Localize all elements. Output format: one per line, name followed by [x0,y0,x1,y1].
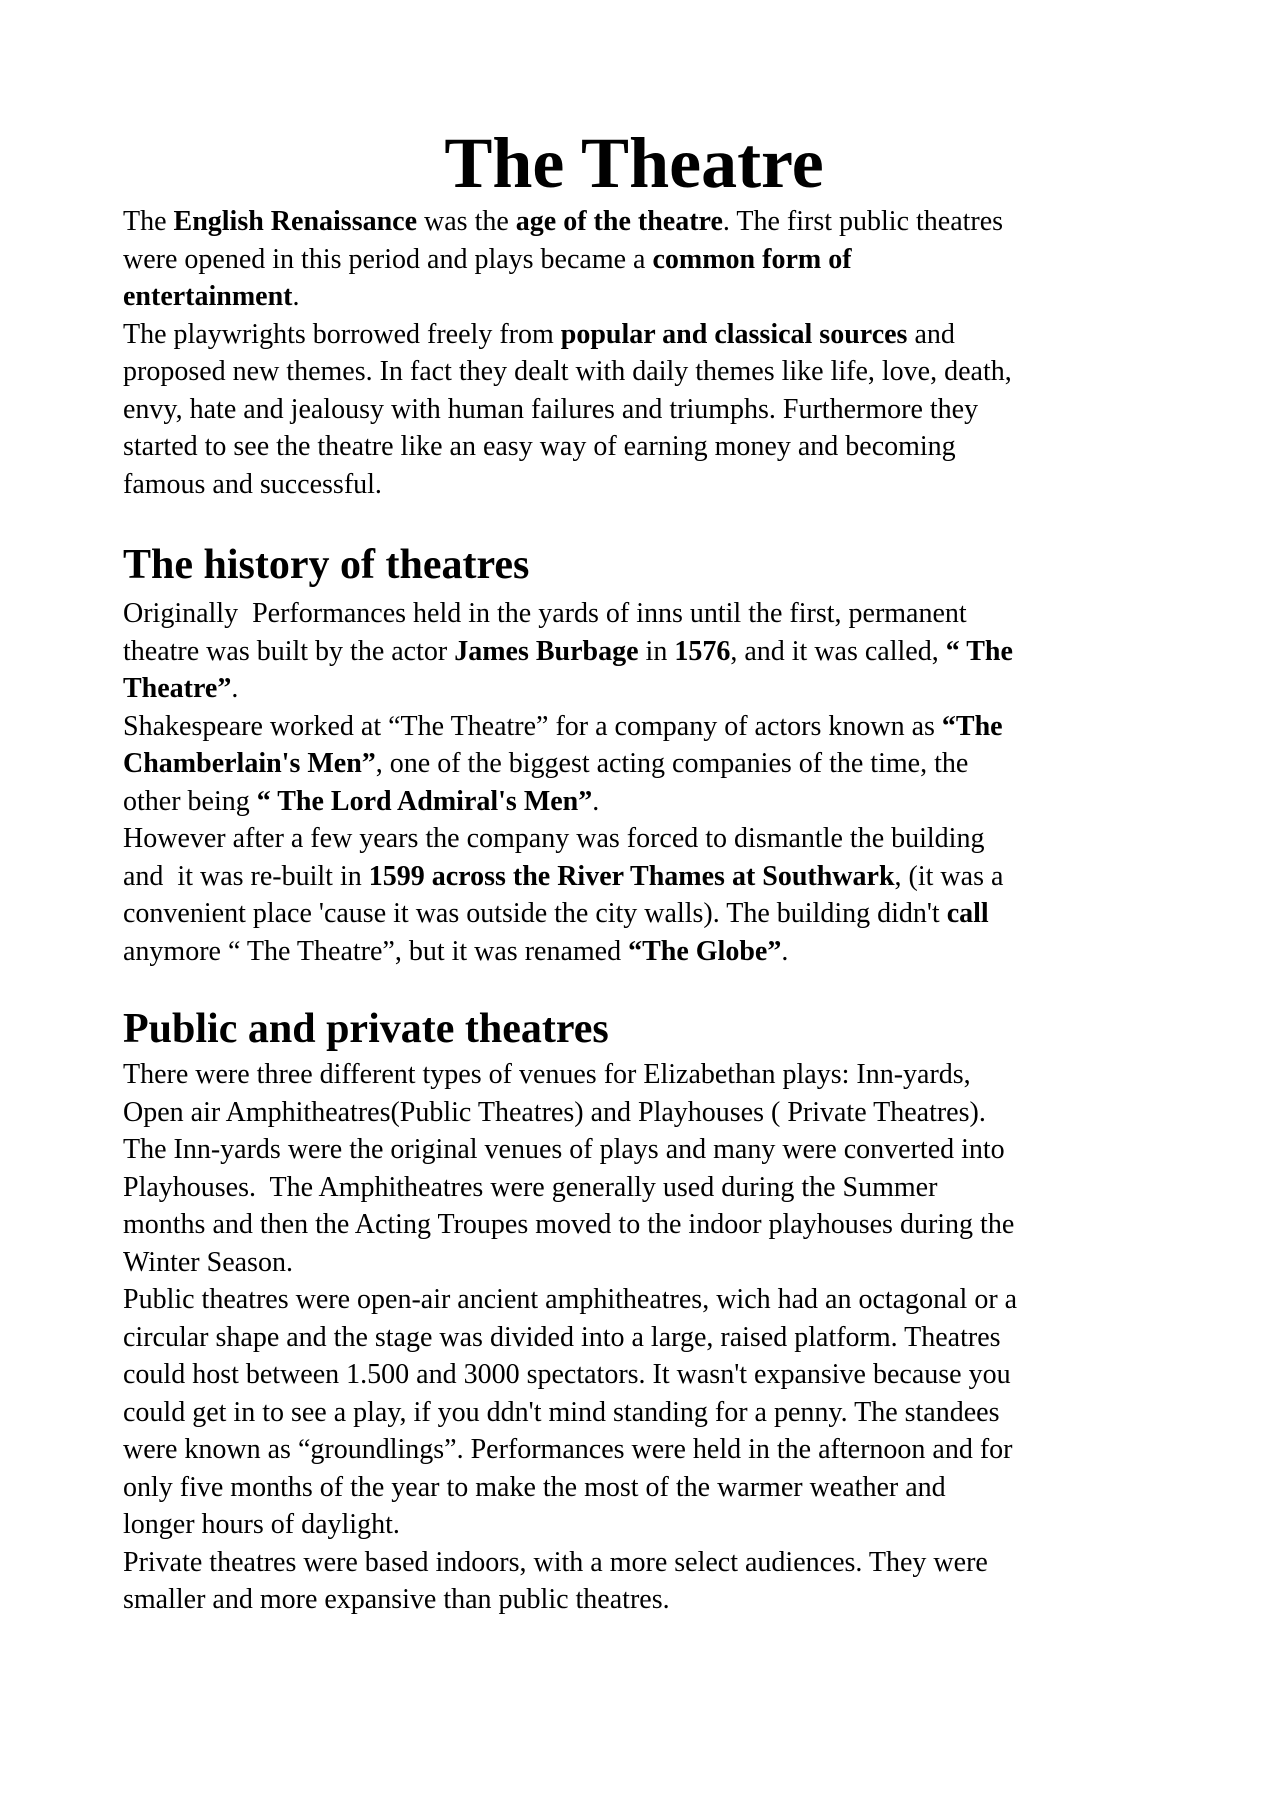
text: Winter Season. [123,1246,293,1278]
text: Originally Performances held in the yards of inns until the first, permanent [123,598,967,629]
text: months and then the Acting Troupes moved to the indoor playhouses during the [123,1209,1015,1240]
bold-text: “The Globe” [628,935,782,967]
text-line [123,353,1012,391]
text: could get in to see a play, if you ddn't mind standing for a penny. The standees [123,1396,1000,1428]
text-line [123,1431,1017,1469]
text: , (it was a [894,860,1004,892]
text: was the [417,206,516,237]
text: The playwrights borrowed freely from [123,318,561,350]
bold-text: popular and classical sources [560,318,908,350]
text: and [907,318,955,350]
text-line [123,1169,1017,1207]
text: Shakespeare worked at “The Theatre” for a company of actors known as [123,710,942,742]
text-line [123,316,1012,354]
text: Private theatres were based indoors, with a more select audiences. They were [123,1546,988,1578]
text: , and it was called, [730,635,946,667]
text: The [123,206,174,237]
bold-text: 1576 [674,635,731,667]
text-line [123,1056,1017,1094]
text: envy, hate and jealousy with human failures and triumphs. Furthermore they [123,393,979,425]
text-line [123,203,1012,241]
bold-text: 1599 across the River Thames at Southwark [368,860,895,892]
text-line [123,1394,1017,1432]
text-line [123,1581,1017,1619]
text-line [123,895,1013,933]
text-line [123,708,1013,746]
text-line [123,466,1012,504]
text: were opened in this period and plays became a [123,243,653,275]
text: smaller and more expansive than public theatres. [123,1584,670,1615]
bold-text: Theatre” [123,673,232,704]
text-line [123,1319,1017,1357]
text: longer hours of daylight. [123,1509,400,1540]
bold-text: entertainment [123,281,293,312]
text-line [123,1281,1017,1319]
text-line [123,633,1013,671]
bold-text: age of the theatre [515,206,723,237]
text: . [781,935,789,967]
bold-text: common form of [652,243,852,275]
heading-history-of-theatres: The history of theatres [123,542,530,588]
text: could host between 1.500 and 3000 spectators. It wasn't expansive because you [123,1359,1011,1390]
heading-public-private-theatres: Public and private theatres [123,1006,609,1052]
text: only five months of the year to make the most of the warmer weather and [123,1471,946,1503]
text: started to see the theatre like an easy way of earning money and becoming [123,431,956,462]
text: Public theatres were open-air ancient amphitheatres, wich had an octagonal or a [123,1284,1018,1315]
text-line [123,1506,1017,1544]
text: There were three different types of venues for Elizabethan plays: Inn-yards, [123,1059,971,1090]
text: . [231,673,239,704]
text-line [123,670,1013,708]
text: and it was re-built in [123,860,369,892]
text-line [123,783,1013,821]
text: Playhouses. The Amphitheatres were generally used during the Summer [123,1171,938,1203]
text-line [123,278,1012,316]
text: other being [123,785,257,817]
bold-text: “ The Lord Admiral's Men” [256,785,593,817]
text: . The first public theatres [722,206,1004,237]
text-line [123,933,1013,971]
bold-text: English Renaissance [173,206,418,237]
text: anymore “ The Theatre”, but it was renamed [123,935,629,967]
text-line [123,1356,1017,1394]
text-line [123,1206,1017,1244]
page-title: The Theatre [444,123,824,203]
text: . [292,281,300,312]
text-line [123,1244,1017,1282]
text: proposed new themes. In fact they dealt with daily themes like life, love, death, [123,356,1012,387]
text: However after a few years the company was forced to dismantle the building [123,823,985,854]
text: in [638,635,675,667]
text-line [123,241,1012,279]
text-line [123,595,1013,633]
bold-text: “ The [945,635,1013,667]
text: circular shape and the stage was divided into a large, raised platform. Theatres [123,1321,1001,1353]
text: were known as “groundlings”. Performances were held in the afternoon and for [123,1434,1013,1465]
bold-text: Chamberlain's Men” [123,748,376,779]
text-line [123,858,1013,896]
text: theatre was built by the actor [123,635,455,667]
intro-paragraphs [123,203,1012,503]
text-line [123,1131,1017,1169]
text: Open air Amphitheatres(Public Theatres) and Playhouses ( Private Theatres). [123,1096,986,1128]
text: , one of the biggest acting companies of the time, the [375,748,969,779]
text-line [123,1544,1017,1582]
text: famous and successful. [123,468,382,500]
history-paragraphs [123,595,1013,970]
text-line [123,1094,1017,1132]
text: The Inn-yards were the original venues of plays and many were converted into [123,1134,1005,1165]
public-private-paragraphs [123,1056,1017,1619]
text: . [592,785,600,817]
bold-text: call [946,898,989,929]
bold-text: “The [941,710,1003,742]
bold-text: James Burbage [454,635,639,667]
text-line [123,391,1012,429]
text-line [123,820,1013,858]
text: convenient place 'cause it was outside the city walls). The building didn't [123,898,947,929]
text-line [123,428,1012,466]
text-line [123,1469,1017,1507]
text-line [123,745,1013,783]
